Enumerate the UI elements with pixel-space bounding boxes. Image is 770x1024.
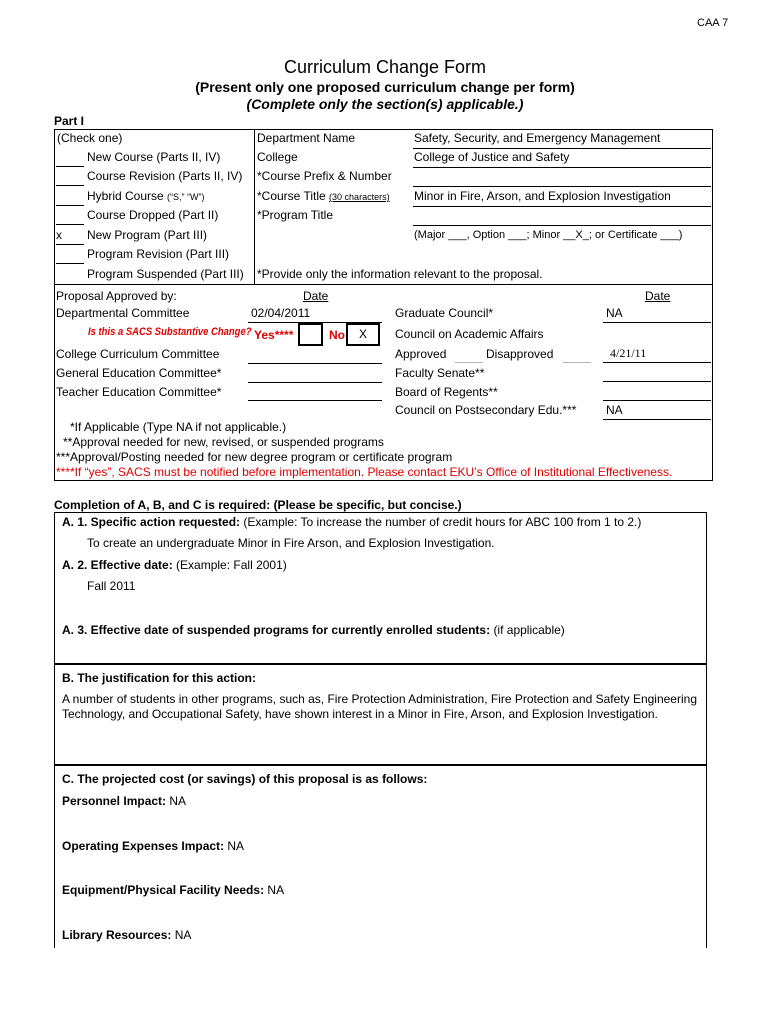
checkbox-line [56, 185, 84, 186]
option-new-program[interactable]: New Program (Part III) [87, 228, 208, 242]
part1-heading: Part I [54, 114, 85, 128]
cpe-label: Council on Postsecondary Edu.*** [395, 403, 577, 417]
departmental-committee-label: Departmental Committee [56, 306, 190, 320]
a2-row [62, 558, 287, 572]
personnel-value[interactable]: NA [169, 794, 187, 808]
option-program-suspended[interactable]: Program Suspended (Part III) [87, 267, 244, 281]
departmental-committee-date[interactable]: 02/04/2011 [251, 306, 311, 320]
date-line [603, 419, 711, 420]
cpe-date[interactable]: NA [606, 403, 623, 417]
outer-box-right [712, 129, 713, 481]
note-applicable: *If Applicable (Type NA if not applicable.) [70, 420, 287, 434]
provide-note: *Provide only the information relevant to the proposal. [257, 267, 543, 281]
sacs-no-mark: X [358, 327, 367, 341]
course-title-note: (30 characters) [329, 192, 390, 202]
form-subtitle-2: (Complete only the section(s) applicable.) [246, 96, 524, 112]
library-row [62, 928, 191, 942]
c-label: C. The projected cost (or savings) of this proposal is as follows: [62, 772, 428, 786]
a2-value[interactable]: Fall 2011 [87, 579, 136, 593]
approved-line [455, 362, 483, 363]
course-title-value[interactable]: Minor in Fire, Arson, and Explosion Investigation [414, 189, 671, 203]
library-label: Library Resources: [62, 928, 172, 942]
sacs-yes-checkbox[interactable] [298, 323, 323, 346]
operating-value[interactable]: NA [227, 839, 245, 853]
course-title-label-text: *Course Title [257, 189, 326, 203]
college-curriculum-label: College Curriculum Committee [56, 347, 220, 361]
date-line [603, 400, 711, 401]
form-code: CAA 7 [697, 17, 729, 29]
course-prefix-label: *Course Prefix & Number [257, 169, 392, 183]
a2-label: A. 2. Effective date: [62, 558, 173, 572]
date-line [603, 362, 711, 363]
personnel-label: Personnel Impact: [62, 794, 167, 808]
checkbox-line [56, 244, 84, 245]
form-subtitle-1: (Present only one proposed curriculum change per form) [195, 79, 575, 95]
field-line [413, 186, 711, 187]
teacher-ed-label: Teacher Education Committee* [56, 385, 222, 399]
section-c-top [54, 764, 707, 766]
option-new-course[interactable]: New Course (Parts II, IV) [87, 150, 221, 164]
date-heading-left: Date [303, 289, 329, 303]
check-one-label: (Check one) [57, 131, 123, 145]
a1-label: A. 1. Specific action requested: [62, 515, 241, 529]
form-title: Curriculum Change Form [283, 57, 487, 77]
section-b-top [54, 663, 707, 665]
field-line [413, 167, 711, 168]
a3-note: (if applicable) [493, 623, 565, 637]
a1-row [62, 515, 641, 529]
caa-date[interactable]: 4/21/11 [610, 346, 647, 360]
date-heading-right: Date [645, 289, 671, 303]
option-hybrid-extra: (“S,” “W”) [167, 192, 205, 202]
sacs-notice: ****If “yes”, SACS must be notified before implementation. Please contact EKU’s Office of Institutional Effectiveness. [56, 465, 673, 479]
faculty-senate-label: Faculty Senate** [395, 366, 485, 380]
course-title-label [257, 189, 390, 203]
section-right-border [706, 512, 707, 948]
a3-label: A. 3. Effective date of suspended programs for currently enrolled students: [62, 623, 491, 637]
option-hybrid-course[interactable] [87, 189, 205, 203]
field-line [413, 148, 711, 149]
a3-row [62, 623, 565, 637]
graduate-council-date[interactable]: NA [606, 306, 623, 320]
completion-heading: Completion of A, B, and C is required: (Please be specific, but concise.) [54, 498, 462, 512]
college-value[interactable]: College of Justice and Safety [414, 150, 570, 164]
program-type-line[interactable]: (Major ___, Option ___; Minor __X_; or Certificate ___) [414, 229, 683, 241]
library-value[interactable]: NA [174, 928, 192, 942]
proposal-approved-label: Proposal Approved by: [56, 289, 177, 303]
outer-box-left [54, 129, 55, 481]
college-label: College [257, 150, 298, 164]
dept-label: Department Name [257, 131, 356, 145]
checkbox-line [56, 224, 84, 225]
part1-box-bottom [54, 284, 713, 285]
gen-ed-label: General Education Committee* [56, 366, 222, 380]
personnel-row [62, 794, 186, 808]
operating-row [62, 839, 244, 853]
a2-example: (Example: Fall 2001) [176, 558, 287, 572]
program-title-label: *Program Title [257, 208, 334, 222]
date-line [248, 400, 382, 401]
part1-box-top [54, 129, 713, 130]
option-course-dropped[interactable]: Course Dropped (Part II) [87, 208, 219, 222]
option-course-revision[interactable]: Course Revision (Parts II, IV) [87, 169, 243, 183]
graduate-council-label: Graduate Council* [395, 306, 494, 320]
section-a-top [54, 512, 707, 513]
date-line [603, 322, 711, 323]
field-line [413, 206, 711, 207]
date-line [248, 382, 382, 383]
note-approval-posting: ***Approval/Posting needed for new degree program or certificate program [56, 450, 453, 464]
equipment-value[interactable]: NA [267, 883, 285, 897]
disapproved-label: Disapproved [486, 347, 554, 361]
council-academic-affairs-label: Council on Academic Affairs [395, 327, 544, 341]
checkbox-line [56, 166, 84, 167]
option-new-program-mark[interactable]: x [56, 228, 62, 242]
approvals-box-bottom [54, 480, 713, 481]
a1-example: (Example: To increase the number of credit hours for ABC 100 from 1 to 2.) [243, 515, 642, 529]
note-approval-programs: **Approval needed for new, revised, or suspended programs [63, 435, 384, 449]
checkbox-line [56, 263, 84, 264]
dept-value[interactable]: Safety, Security, and Emergency Management [414, 131, 661, 145]
disapproved-line [563, 362, 591, 363]
date-line [248, 363, 382, 364]
sacs-no-checkbox[interactable] [346, 323, 380, 346]
board-regents-label: Board of Regents** [395, 385, 498, 399]
operating-label: Operating Expenses Impact: [62, 839, 225, 853]
sacs-question: Is this a SACS Substantive Change? [88, 326, 252, 338]
equipment-label: Equipment/Physical Facility Needs: [62, 883, 265, 897]
b-value[interactable]: A number of students in other programs, such as, Fire Protection Administration, Fire Protection and Safety Engineering Technology, and Occupational Safety, have shown interest in a Minor in Fire, Arson, and Explosion Investigation. [62, 692, 697, 721]
a1-value[interactable]: To create an undergraduate Minor in Fire Arson, and Explosion Investigation. [87, 536, 495, 550]
sacs-yes-label: Yes**** [254, 328, 294, 342]
sacs-no-label: No [329, 328, 345, 342]
part1-divider [254, 129, 255, 284]
equipment-row [62, 883, 284, 897]
field-line [413, 225, 711, 226]
section-left-border [54, 512, 55, 948]
approved-label: Approved [395, 347, 447, 361]
date-line [603, 381, 711, 382]
checkbox-line [56, 205, 84, 206]
option-program-revision[interactable]: Program Revision (Part III) [87, 247, 230, 261]
option-hybrid-label: Hybrid Course [87, 189, 164, 203]
b-label: B. The justification for this action: [62, 671, 257, 685]
